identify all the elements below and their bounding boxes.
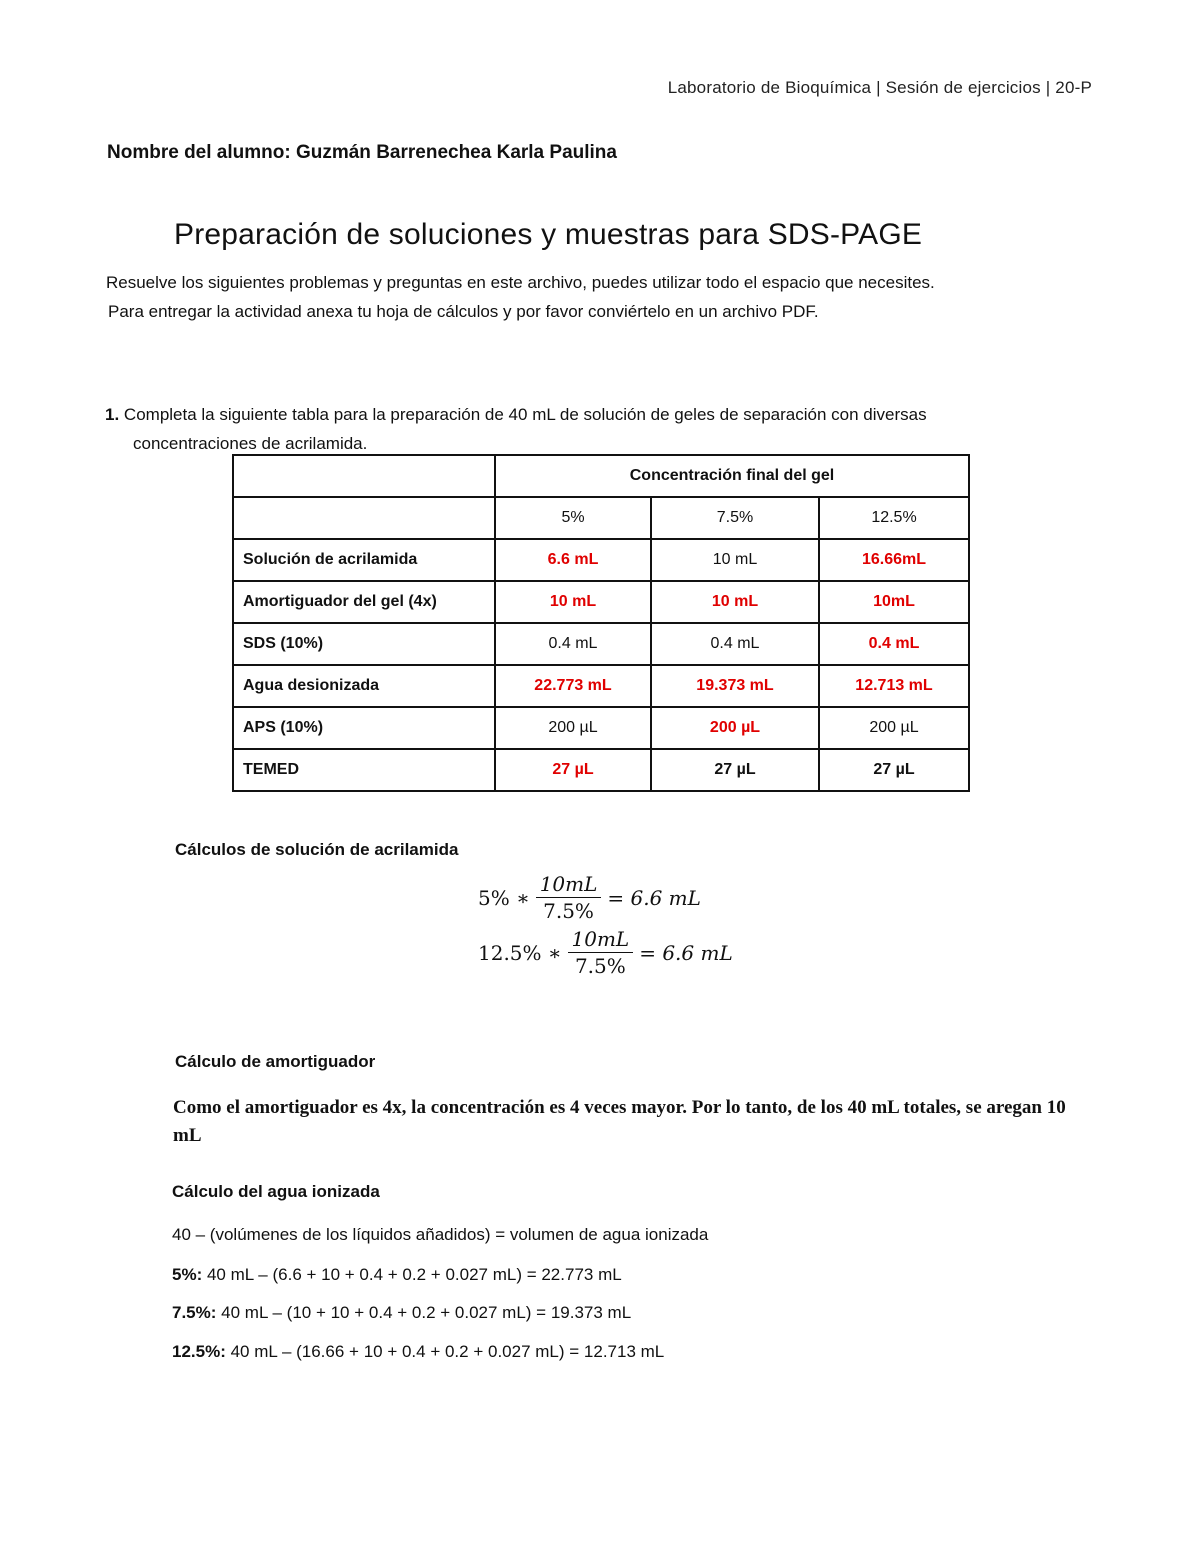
water-formula: 40 – (volúmenes de los líquidos añadidos) = volumen de agua ionizada [172, 1225, 709, 1244]
table-cell: 16.66mL [819, 539, 969, 581]
table-header-row [233, 455, 969, 497]
row-label: Agua desionizada [233, 665, 495, 707]
water-calc-text: 40 mL – (6.6 + 10 + 0.4 + 0.2 + 0.027 mL) = 22.773 mL [202, 1265, 622, 1284]
fraction-denominator: 7.5% [543, 899, 594, 923]
equation-lhs: 5% ∗ [478, 885, 530, 910]
row-label: APS (10%) [233, 707, 495, 749]
equation-lhs: 12.5% ∗ [478, 940, 562, 965]
fraction-numerator: 10mL [536, 872, 602, 898]
document-title: Preparación de soluciones y muestras para SDS-PAGE [174, 218, 923, 251]
water-calc-line [172, 1303, 631, 1323]
table-cell: 200 µL [495, 707, 651, 749]
table-cell: 19.373 mL [651, 665, 819, 707]
equation-fraction [536, 872, 602, 923]
table-cell: 200 µL [651, 707, 819, 749]
equation-fraction [568, 927, 634, 978]
table-corner-cell [233, 455, 495, 497]
row-label: Amortiguador del gel (4x) [233, 581, 495, 623]
row-label: SDS (10%) [233, 623, 495, 665]
question-line-2: concentraciones de acrilamida. [133, 434, 368, 453]
table-row [233, 581, 969, 623]
table-cell: 0.4 mL [651, 623, 819, 665]
gel-table [232, 454, 970, 792]
table-cell: 6.6 mL [495, 539, 651, 581]
equation-rhs: = 6.6 mL [607, 885, 701, 910]
fraction-numerator: 10mL [568, 927, 634, 953]
water-calc-label: 12.5%: [172, 1342, 226, 1361]
water-section-title: Cálculo del agua ionizada [172, 1182, 380, 1201]
equation-5-percent [478, 872, 701, 923]
table-cell: 27 µL [819, 749, 969, 791]
table-cell: 10 mL [495, 581, 651, 623]
acrylamide-section-title: Cálculos de solución de acrilamida [175, 840, 459, 859]
table-columns-row [233, 497, 969, 539]
table-row [233, 749, 969, 791]
row-label: TEMED [233, 749, 495, 791]
row-label: Solución de acrilamida [233, 539, 495, 581]
column-header: 5% [495, 497, 651, 539]
water-calc-label: 5%: [172, 1265, 203, 1284]
table-cell: 0.4 mL [495, 623, 651, 665]
intro-line-2: Para entregar la actividad anexa tu hoja de cálculos y por favor conviértelo en un archivo PDF. [108, 302, 819, 321]
table-cell: 27 µL [495, 749, 651, 791]
column-header: 7.5% [651, 497, 819, 539]
table-cell: 22.773 mL [495, 665, 651, 707]
intro-line-1: Resuelve los siguientes problemas y preguntas en este archivo, puedes utilizar todo el espacio que necesites. [106, 273, 935, 292]
table-row [233, 665, 969, 707]
table-cell: 10mL [819, 581, 969, 623]
equation-12-5-percent [478, 927, 733, 978]
water-calc-text: 40 mL – (10 + 10 + 0.4 + 0.2 + 0.027 mL) = 19.373 mL [216, 1303, 632, 1322]
question-1 [105, 400, 1085, 458]
intro-text [106, 268, 935, 326]
table-cell: 0.4 mL [819, 623, 969, 665]
table-cell: 10 mL [651, 581, 819, 623]
column-header: 12.5% [819, 497, 969, 539]
buffer-explanation: Como el amortiguador es 4x, la concentración es 4 veces mayor. Por lo tanto, de los 40 mL totales, se aregan 10 mL [173, 1097, 1066, 1146]
student-name: Nombre del alumno: Guzmán Barrenechea Karla Paulina [107, 142, 617, 163]
table-cell: 27 µL [651, 749, 819, 791]
table-cell: 10 mL [651, 539, 819, 581]
question-number: 1. [105, 405, 120, 424]
buffer-section-title: Cálculo de amortiguador [175, 1052, 376, 1071]
fraction-denominator: 7.5% [574, 954, 626, 978]
table-corner-cell [233, 497, 495, 539]
table-row [233, 623, 969, 665]
equation-rhs: = 6.6 mL [639, 940, 733, 965]
water-calc-line [172, 1265, 622, 1285]
water-calc-text: 40 mL – (16.66 + 10 + 0.4 + 0.2 + 0.027 mL) = 12.713 mL [225, 1342, 665, 1361]
page-header: Laboratorio de Bioquímica | Sesión de ejercicios | 20-P [667, 78, 1092, 97]
water-calc-label: 7.5%: [172, 1303, 217, 1322]
table-cell: 12.713 mL [819, 665, 969, 707]
water-calc-line [172, 1342, 664, 1362]
table-cell: 200 µL [819, 707, 969, 749]
table-row [233, 539, 969, 581]
group-header-cell: Concentración final del gel [495, 455, 969, 497]
question-line-1: Completa la siguiente tabla para la preparación de 40 mL de solución de geles de separación con diversas [123, 405, 927, 424]
table-row [233, 707, 969, 749]
